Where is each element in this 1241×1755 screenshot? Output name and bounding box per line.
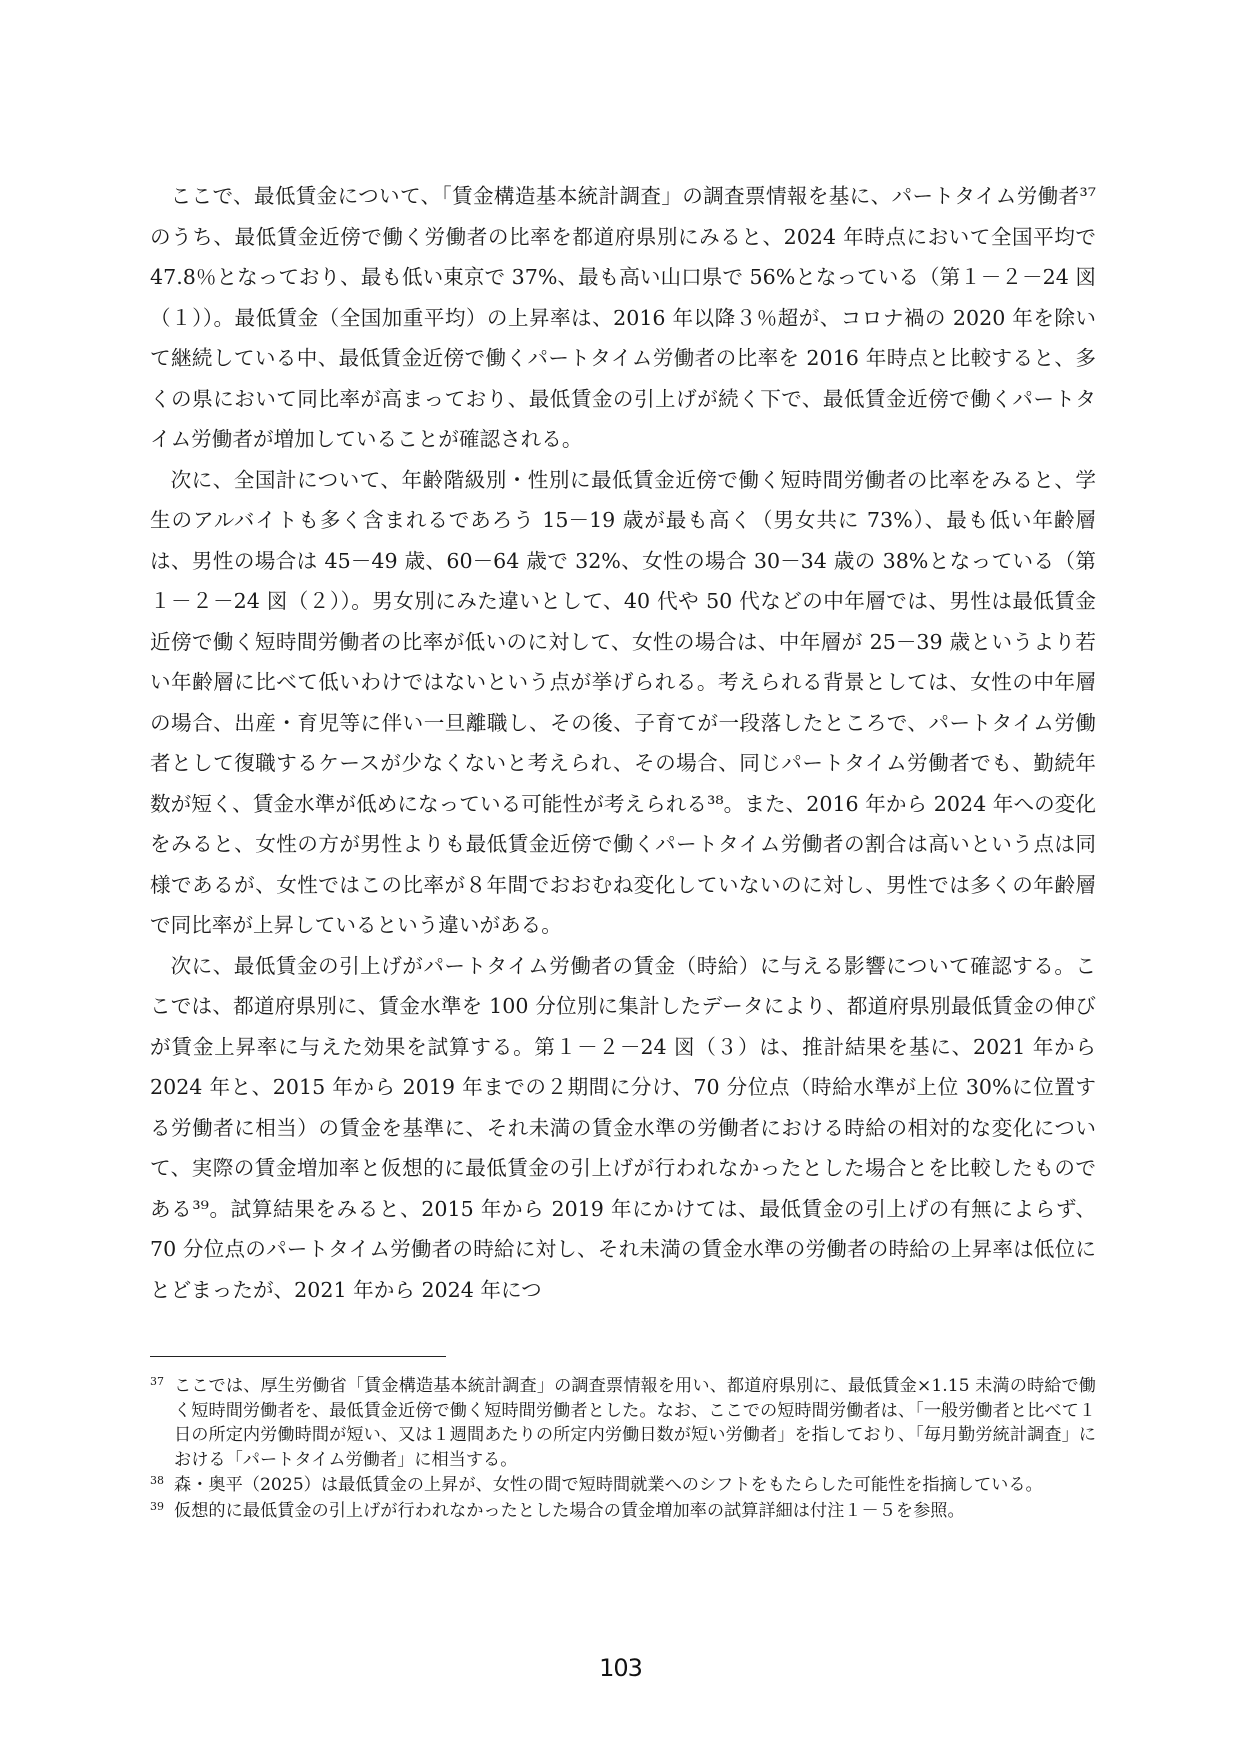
footnote-text: 森・奥平（2025）は最低賃金の上昇が、女性の間で短時間就業へのシフトをもたらした可能性を指摘している。 [174, 1475, 1043, 1495]
paragraph-3: 次に、最低賃金の引上げがパートタイム労働者の賃金（時給）に与える影響について確認する。ここでは、都道府県別に、賃金水準を 100 分位別に集計したデータにより、都道府県別最低賃金の伸びが賃金上昇率に与えた効果を試算する。第１－２－24 図（３）は、推計結果を基に、2021 年から 2024 年と、2015 年から 2019 年までの２期間に分け、70 分位点（時給水準が上位 30%に位置する労働者に相当）の賃金を基準に、それ未満の賃金水準の労働者における時給の相対的な変化について、実際の賃金増加率と仮想的に最低賃金の引上げが行われなかったとした場合とを比較したものである³⁹。試算結果をみると、2015 年から 2019 年にかけては、最低賃金の引上げの有無によらず、70 分位点のパートタイム労働者の時給に対し、それ未満の賃金水準の労働者の時給の上昇率は低位にとどまったが、2021 年から 2024 年につ [150, 953, 1096, 1302]
footnote-number: 39 [150, 1499, 164, 1513]
footnotes [150, 1374, 1096, 1524]
footnote-37 [150, 1374, 1096, 1472]
paragraph-2: 次に、全国計について、年齢階級別・性別に最低賃金近傍で働く短時間労働者の比率をみると、学生のアルバイトも多く含まれるであろう 15－19 歳が最も高く（男女共に 73%）、最も低い年齢層は、男性の場合は 45－49 歳、60－64 歳で 32%、女性の場合 30－34 歳の 38%となっている（第１－２－24 図（２））。男女別にみた違いとして、40 代や 50 代などの中年層では、男性は最低賃金近傍で働く短時間労働者の比率が低いのに対して、女性の場合は、中年層が 25－39 歳というより若い年齢層に比べて低いわけではないという点が挙げられる。考えられる背景としては、女性の中年層の場合、出産・育児等に伴い一旦離職し、その後、子育てが一段落したところで、パートタイム労働者として復職するケースが少なくないと考えられ、その場合、同じパートタイム労働者でも、勤続年数が短く、賃金水準が低めになっている可能性が考えられる³⁸。また、2016 年から 2024 年への変化をみると、女性の方が男性よりも最低賃金近傍で働くパートタイム労働者の割合は高いという点は同様であるが、女性ではこの比率が８年間でおおむね変化していないのに対し、男性では多くの年齢層で同比率が上昇しているという違いがある。 [150, 467, 1097, 937]
footnote-38 [150, 1473, 1096, 1498]
paragraph-1: ここで、最低賃金について、「賃金構造基本統計調査」の調査票情報を基に、パートタイム労働者³⁷のうち、最低賃金近傍で働く労働者の比率を都道府県別にみると、2024 年時点において全国平均で 47.8％となっており、最も低い東京で 37%、最も高い山口県で 56%となっている（第１－２－24 図（１））。最低賃金（全国加重平均）の上昇率は、2016 年以降３％超が、コロナ禍の 2020 年を除いて継続している中、最低賃金近傍で働くパートタイム労働者の比率を 2016 年時点と比較すると、多くの県において同比率が高まっており、最低賃金の引上げが続く下で、最低賃金近傍で働くパートタイム労働者が増加していることが確認される。 [150, 184, 1096, 451]
footnote-text: ここでは、厚生労働省「賃金構造基本統計調査」の調査票情報を用い、都道府県別に、最低賃金×1.15 未満の時給で働く短時間労働者を、最低賃金近傍で働く短時間労働者とした。なお、ここでの短時間労働者は、「一般労働者と比べて１日の所定内労働時間が短い、又は１週間あたりの所定内労働日数が短い労働者」を指しており、「毎月勤労統計調査」における「パートタイム労働者」に相当する。 [174, 1376, 1096, 1470]
page-number: 103 [599, 1654, 642, 1682]
footnote-number: 37 [150, 1375, 164, 1388]
footnote-divider [150, 1356, 446, 1357]
footnote-number: 38 [150, 1474, 164, 1487]
body-text [150, 176, 1096, 1310]
footnote-text: 仮想的に最低賃金の引上げが行われなかったとした場合の賃金増加率の試算詳細は付注１－５を参照。 [174, 1500, 965, 1521]
footnote-39 [150, 1499, 1096, 1524]
